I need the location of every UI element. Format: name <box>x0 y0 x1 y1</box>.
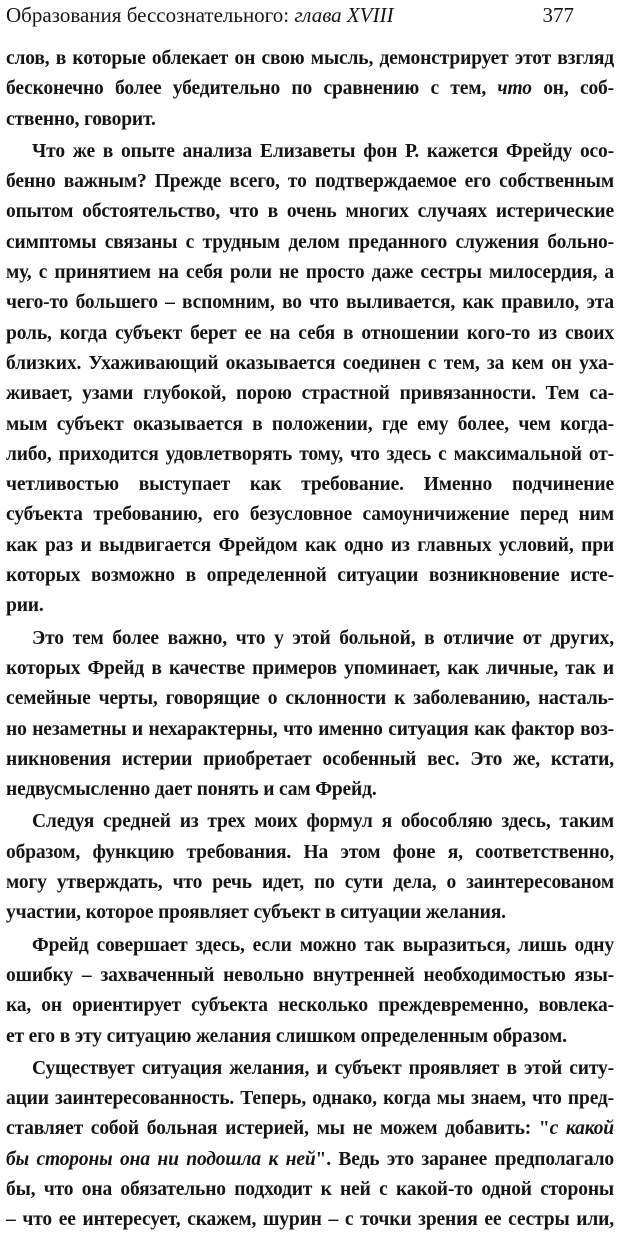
line-text: как раз и выдвигается Фрейдом как одно из главных условий, при <box>6 534 614 556</box>
text-line <box>6 470 614 500</box>
line-text: могу утверждать, что речь идет, по сути дела, о заинтересованом <box>6 872 614 894</box>
paragraph-first-line <box>6 137 614 167</box>
line-text: чего-то большего – вспомним, во что выливается, как правило, эта <box>6 292 614 314</box>
line-text: ет его в эту ситуацию желания слишком определенным образом. <box>6 1025 567 1047</box>
line-text: – что ее интересует, скажем, шурин – с точки зрения ее сестры или, <box>6 1209 614 1231</box>
line-text: никновения истерии приобретает особенный вес. Это же, кстати, <box>6 748 614 770</box>
text-line <box>6 379 614 409</box>
line-text: Фрейд совершает здесь, если можно так выразиться, лишь одну <box>32 934 614 956</box>
text-line <box>6 1205 614 1235</box>
text-line <box>6 440 614 470</box>
running-header <box>6 0 614 30</box>
text-line <box>6 74 614 104</box>
line-text: четливостью выступает как требование. Именно подчинение <box>6 474 614 496</box>
text-line <box>6 167 614 197</box>
line-text: ". Ведь это заранее предполагало <box>315 1148 614 1170</box>
text-line <box>6 44 614 74</box>
running-title <box>6 0 394 30</box>
line-text: му, с принятием на себя роли не просто даже сестры милосердия, а <box>6 262 614 284</box>
paragraph-first-line <box>6 931 614 961</box>
line-text: ации заинтересованность. Теперь, однако, когда мы знаем, что пред- <box>6 1088 614 1110</box>
line-text: рии. <box>6 595 44 617</box>
line-text: опытом обстоятельство, что в очень многих случаях истерические <box>6 201 614 223</box>
text-line <box>6 654 614 684</box>
text-line <box>6 1145 614 1175</box>
page-number: 377 <box>542 3 574 27</box>
line-text: либо, приходится удовлетворять тому, что здесь с максимальной от- <box>6 443 614 465</box>
body-text <box>6 44 614 1236</box>
text-line <box>6 349 614 379</box>
line-text: Это тем более важно, что у этой больной, в отличие от других, <box>32 627 614 649</box>
line-text: бенно важным? Прежде всего, то подтверждаемое его собственным <box>6 171 614 193</box>
line-text-italic: бы стороны она ни подошла к ней <box>6 1148 316 1170</box>
text-line <box>6 319 614 349</box>
running-title-chapter: глава XVIII <box>294 3 394 27</box>
line-text: которых Фрейд в качестве примеров упоминает, как личные, так и <box>6 657 614 679</box>
text-line <box>6 531 614 561</box>
line-text: бесконечно более убедительно по сравнению с тем, <box>6 78 498 100</box>
text-line <box>6 410 614 440</box>
text-line <box>6 197 614 227</box>
text-line <box>6 288 614 318</box>
line-text: ственно, говорит. <box>6 108 156 130</box>
text-line <box>6 258 614 288</box>
line-text: Что же в опыте анализа Елизаветы фон Р. кажется Фрейду осо- <box>32 140 614 162</box>
line-text: роль, когда субъект берет ее на себя в отношении кого-то из своих <box>6 322 614 344</box>
paragraph-first-line <box>6 807 614 837</box>
line-text: слов, в которые облекает он свою мысль, демонстрирует этот взгляд <box>6 48 614 69</box>
running-title-text: Образования бессознательного: <box>6 3 295 27</box>
line-text: субъекта требованию, его безусловное самоуничижение перед ним <box>6 504 614 526</box>
text-line <box>6 500 614 530</box>
line-text: ошибку – захваченный невольно внутренней необходимостью язы- <box>6 964 614 986</box>
text-line <box>6 1175 614 1205</box>
line-text: близких. Ухаживающий оказывается соединен с тем, за кем он уха- <box>6 352 614 374</box>
line-text: мым субъект оказывается в положении, где ему более, чем когда- <box>6 413 614 435</box>
text-line <box>6 961 614 991</box>
line-text: семейные черты, говорящие о склонности к заболеванию, насталь- <box>6 688 614 710</box>
text-line <box>6 991 614 1021</box>
line-text: недвусмысленно дает понять и сам Фрейд. <box>6 779 377 801</box>
text-line <box>6 868 614 898</box>
text-line <box>6 105 614 135</box>
text-line <box>6 1084 614 1114</box>
line-text-italic: что <box>497 78 532 100</box>
text-line <box>6 228 614 258</box>
text-line <box>6 775 614 805</box>
text-line <box>6 715 614 745</box>
line-text: живает, узами глубокой, порою страстной привязанности. Тем са- <box>6 383 614 405</box>
line-text: ка, он ориентирует субъекта несколько преждевременно, вовлека- <box>6 995 614 1017</box>
text-line <box>6 838 614 868</box>
line-text: бы, что она обязательно подходит к ней с какой-то одной стороны <box>6 1178 614 1200</box>
text-line <box>6 745 614 775</box>
line-text: ставляет собой больная истерией, мы не можем добавить: " <box>6 1118 550 1140</box>
line-text: он, соб- <box>531 78 614 100</box>
text-line <box>6 898 614 928</box>
text-line <box>6 1114 614 1144</box>
line-text: Следуя средней из трех моих формул я обособляю здесь, таким <box>32 811 614 833</box>
line-text: но незаметны и нехарактерны, что именно ситуация как фактор воз- <box>6 718 614 740</box>
text-line <box>6 1022 614 1052</box>
line-text: которых возможно в определенной ситуации возникновение исте- <box>6 565 614 587</box>
line-text: участии, которое проявляет субъект в ситуации желания. <box>6 902 506 924</box>
paragraph-first-line <box>6 624 614 654</box>
text-line <box>6 591 614 621</box>
text-line <box>6 684 614 714</box>
text-line <box>6 561 614 591</box>
line-text: образом, функцию требования. На этом фоне я, соответственно, <box>6 841 614 863</box>
line-text-italic: с какой <box>549 1118 614 1140</box>
line-text: Существует ситуация желания, и субъект проявляет в этой ситу- <box>32 1057 614 1079</box>
line-text: симптомы связаны с трудным делом преданного служения больно- <box>6 231 614 253</box>
paragraph-first-line <box>6 1054 614 1084</box>
